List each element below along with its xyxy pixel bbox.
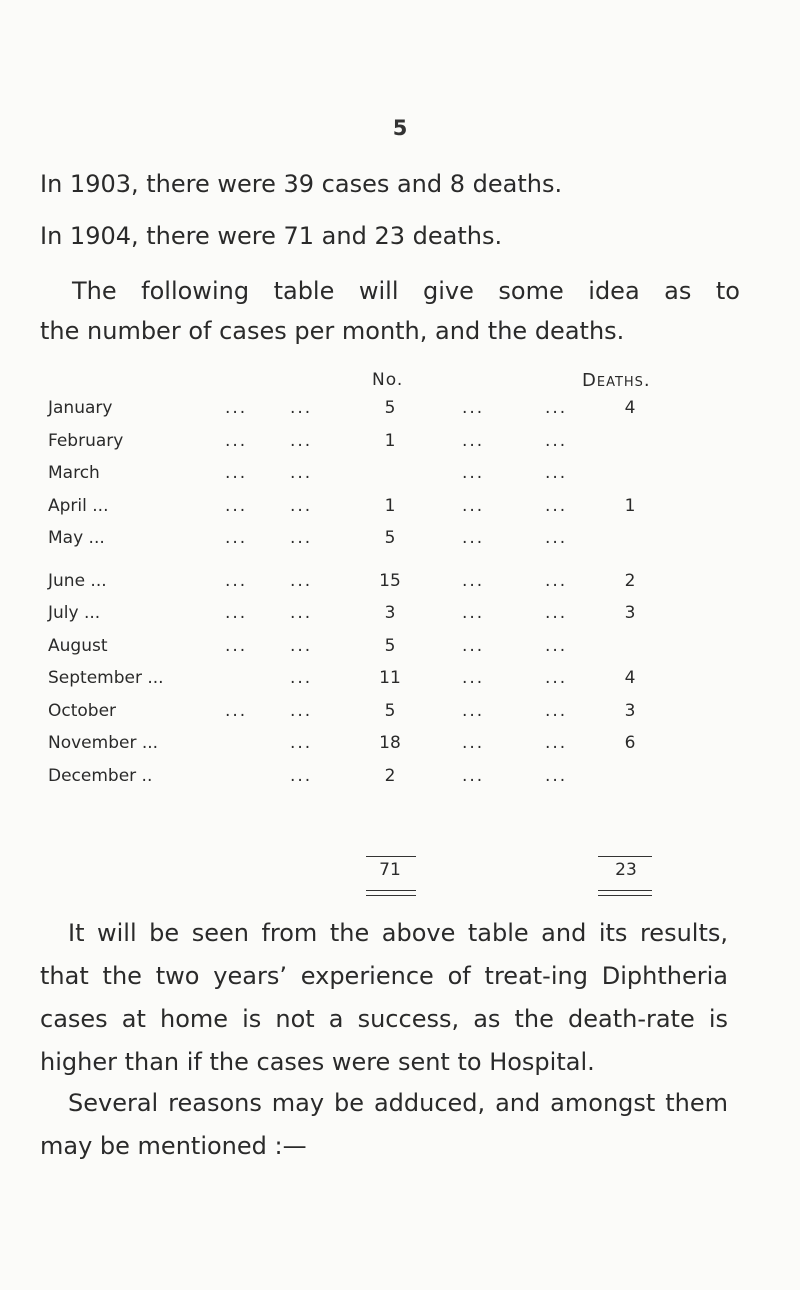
leader-dots: ... [462, 495, 485, 516]
cases-cell: 2 [384, 765, 396, 786]
table-row [0, 496, 800, 522]
table-row [0, 463, 800, 489]
leader-dots: ... [545, 398, 568, 418]
deaths-cell: 1 [624, 495, 636, 516]
leader-dots: ... [290, 495, 313, 516]
deaths-cell: 6 [624, 733, 636, 753]
leader-dots: ... [225, 528, 248, 548]
table-row [0, 431, 800, 457]
leader-dots: ... [545, 635, 568, 656]
month-cell: April ... [48, 495, 109, 516]
table-row [0, 668, 800, 694]
table-row [0, 398, 800, 424]
month-cell: January [48, 398, 113, 418]
leader-dots: ... [545, 495, 568, 516]
page-number: 5 [392, 116, 408, 140]
cases-cell: 1 [384, 430, 396, 451]
leader-dots: ... [545, 733, 568, 753]
month-cell: August [48, 635, 108, 656]
leader-dots: ... [462, 765, 485, 786]
leader-dots: ... [545, 603, 568, 623]
leader-dots: ... [290, 700, 313, 721]
table-intro-line-1: The following table will give some idea as to [72, 277, 740, 305]
paragraph-conclusion: It will be seen from the above table and its results, that the two years’ experience of treat-ing Diphtheria cases at home is not a success, as the death-rate is higher than if the cases were sent to Hospital. [40, 919, 728, 1076]
deaths-cell: 3 [624, 700, 636, 721]
month-cell: June ... [48, 570, 107, 591]
month-cell: February [48, 430, 124, 451]
total-no: 71 [379, 860, 401, 880]
month-cell: September ... [48, 668, 164, 688]
leader-dots: ... [545, 528, 568, 548]
leader-dots: ... [290, 528, 313, 548]
cases-cell: 5 [384, 398, 396, 418]
leader-dots: ... [545, 765, 568, 786]
leader-dots: ... [225, 603, 248, 623]
leader-dots: ... [462, 733, 485, 753]
leader-dots: ... [290, 398, 313, 418]
table-row [0, 528, 800, 554]
table-row [0, 733, 800, 759]
leader-dots: ... [462, 700, 485, 721]
leader-dots: ... [225, 635, 248, 656]
total-rule-no [366, 856, 416, 857]
table-row [0, 766, 800, 792]
double-rule-deaths-b [598, 895, 652, 896]
double-rule-deaths-a [598, 890, 652, 891]
leader-dots: ... [290, 635, 313, 656]
month-cell: November ... [48, 733, 159, 753]
leader-dots: ... [462, 570, 485, 591]
paragraph-1903: In 1903, there were 39 cases and 8 deaths. [40, 170, 563, 198]
double-rule-no-a [366, 890, 416, 891]
header-deaths: Deaths. [582, 370, 651, 391]
leader-dots: ... [225, 463, 248, 483]
cases-cell: 5 [384, 635, 396, 656]
leader-dots: ... [290, 733, 313, 753]
leader-dots: ... [290, 570, 313, 591]
month-cell: December .. [48, 765, 153, 786]
paragraph-reasons: Several reasons may be adduced, and amongst them may be mentioned :— [40, 1089, 728, 1160]
leader-dots: ... [290, 463, 313, 483]
leader-dots: ... [545, 668, 568, 688]
table-row [0, 571, 800, 597]
total-deaths: 23 [615, 860, 637, 880]
cases-cell: 5 [384, 528, 396, 548]
leader-dots: ... [290, 668, 313, 688]
leader-dots: ... [545, 463, 568, 483]
header-no: No. [372, 370, 404, 390]
month-cell: May ... [48, 528, 105, 548]
leader-dots: ... [225, 570, 248, 591]
month-cell: July ... [48, 603, 101, 623]
deaths-cell: 2 [624, 570, 636, 591]
leader-dots: ... [225, 700, 248, 721]
deaths-cell: 4 [624, 398, 636, 418]
leader-dots: ... [462, 528, 485, 548]
leader-dots: ... [290, 765, 313, 786]
deaths-cell: 3 [624, 603, 636, 623]
cases-cell: 5 [384, 700, 396, 721]
paragraph-table-intro [40, 271, 740, 351]
leader-dots: ... [462, 603, 485, 623]
cases-cell: 1 [384, 495, 396, 516]
cases-cell: 3 [384, 603, 396, 623]
table-intro-line-2: the number of cases per month, and the deaths. [40, 317, 625, 345]
total-rule-deaths [598, 856, 652, 857]
leader-dots: ... [545, 430, 568, 451]
table-row [0, 603, 800, 629]
leader-dots: ... [225, 495, 248, 516]
table-row [0, 701, 800, 727]
leader-dots: ... [545, 700, 568, 721]
double-rule-no-b [366, 895, 416, 896]
leader-dots: ... [290, 603, 313, 623]
month-cell: March [48, 463, 100, 483]
table-row [0, 636, 800, 662]
leader-dots: ... [462, 398, 485, 418]
leader-dots: ... [225, 430, 248, 451]
leader-dots: ... [225, 398, 248, 418]
leader-dots: ... [290, 430, 313, 451]
cases-cell: 18 [379, 733, 401, 753]
leader-dots: ... [462, 430, 485, 451]
cases-cell: 15 [379, 570, 401, 591]
leader-dots: ... [545, 570, 568, 591]
leader-dots: ... [462, 635, 485, 656]
cases-cell: 11 [379, 668, 401, 688]
leader-dots: ... [462, 668, 485, 688]
deaths-cell: 4 [624, 668, 636, 688]
paragraph-1904: In 1904, there were 71 and 23 deaths. [40, 222, 503, 250]
month-cell: October [48, 700, 117, 721]
leader-dots: ... [462, 463, 485, 483]
